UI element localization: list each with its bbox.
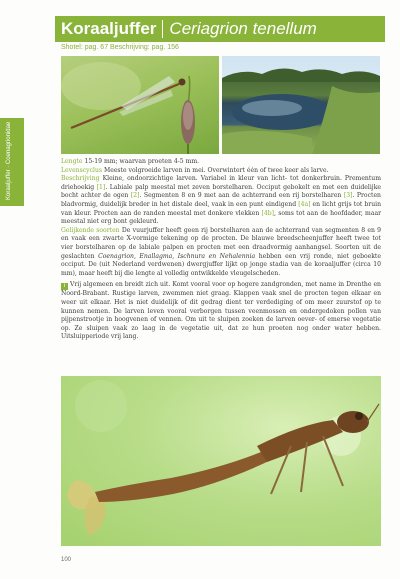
section-side-tab [0,118,24,206]
species-latin-name: Ceriagrion tenellum [169,19,317,38]
ecology-paragraph [61,281,381,342]
larva-illustration [61,376,381,546]
ecology-text: Vrij algemeen en breidt zich uit. Komt vooral voor op hogere zandgronden, met name in Drenthe en Noord-Brabant. Rustige larven, zwemmen niet graag. Klappen vaak snel de procten tegen elkaar en weer uit elkaar. Het is niet duidelijk of dit gedrag dient ter verdediging of om meer zuurstof op te kunnen nemen. De larven leven vooral verborgen tussen veenmossen en ondergedoken pollen van pijpenstrootje in hoogvenen of vennen. Om uit te sluipen zoeken de larven oever- of emerse vegetatie op. Ze sluipen vaak zo laag in de vegetatie uit, dat ze hun proeten nog onder water hebben. Uitsluipperiode vrij lang. [61,281,381,341]
length-paragraph [61,158,381,167]
life-cycle-text: Meeste volgroeide larven in mei. Overwintert één of twee keer als larve. [103,166,329,174]
page-references: Shotel: pag. 67 Beschrijving: pag. 156 [61,44,179,51]
larva-photo [61,376,381,546]
header-divider [162,20,163,38]
length-text: 15-19 mm; waarvan proeten 4-5 mm. [84,158,200,165]
info-icon: i [61,283,68,290]
pond-illustration [222,56,380,154]
page-number: 100 [61,557,72,563]
similar-species-paragraph: Gelijkende soorten De vuurjuffer heeft geen rij borstelharen aan de achterrand van segmenten 8 en 9 en vaak een zwarte X-vormige tekening op de procten. De blauwe breedscheenjuffer heeft twee tot vier borstelharen op de labiale palpen en procten met een draadvormig aanhangsel. Soorten uit de geslachten Coenagrion, Enallagma, Ischnura en Nehalennia hebben een vrij ronde, niet geboekte occiput. De (uit Nederland verdwenen) dwergjuffer lijkt op jonge stadia van de koraaljuffer (circa 10 mm), maar heeft bij die lengte al volledig ontwikkelde vleugelscheden. [61,226,381,277]
length-label: Lengte [61,158,83,165]
damselfly-illustration [61,56,219,154]
description-label: Beschrijving [61,175,100,183]
pond-habitat-photo [222,56,380,154]
life-cycle-paragraph [61,167,381,176]
species-header [55,16,385,42]
side-tab-label: Koraaljuffer · Coenagrionidae [6,121,12,200]
similar-species-label: Gelijkende soorten [61,226,120,234]
species-dutch-name: Koraaljuffer [61,19,157,38]
species-description [61,158,381,342]
adult-damselfly-photo [61,56,219,154]
description-paragraph: Beschrijving Kleine, ondoorzichtige larven. Variabel in kleur van licht- tot donkerbruin. Prementum driehoekig [1]. Labiale palp meestal met zeven borstelharen. Occiput gebokelt en met een duidelijke bocht achter de ogen [2]. Segmenten 8 en 9 met aan de achterrand een rij borstelharen [3]. Procten bladvormig, duidelijk breder in het distale deel, vaak in een punt eindigend [4a] en licht grijs tot bruin van kleur. Procten aan de randen meestal met donkere vlekken [4b], soms tot aan de hoofdader, maar meestal niet erg bont gekleurd. [61,175,382,226]
life-cycle-label: Levenscyclus [61,166,103,174]
